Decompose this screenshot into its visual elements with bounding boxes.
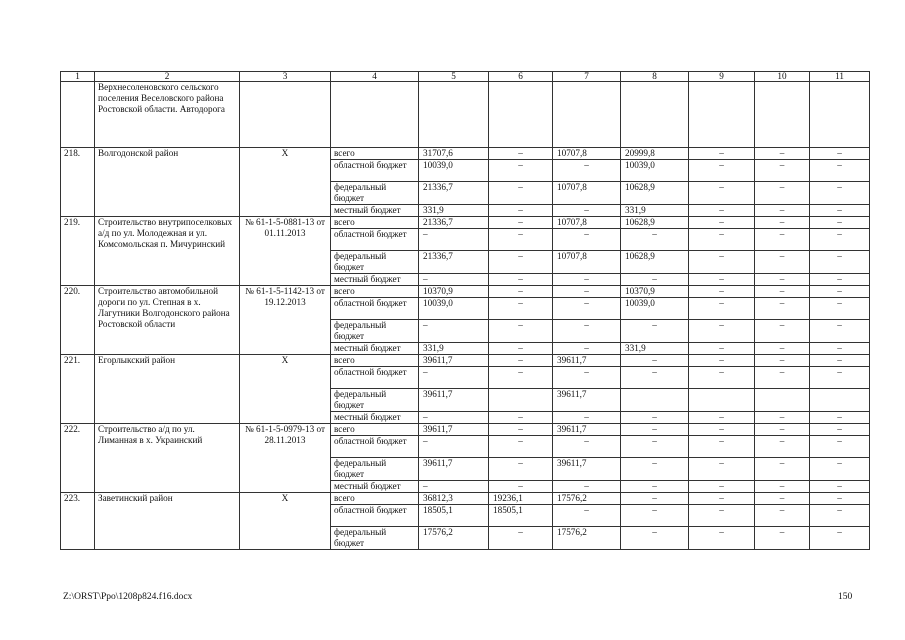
amount-cell: – [689,505,755,527]
funding-source: областной бюджет [331,367,419,389]
amount-cell: 331,9 [621,343,689,355]
funding-source: местный бюджет [331,343,419,355]
column-number-3: 3 [240,72,331,82]
item-number: 223. [61,493,95,550]
item-name: Строительство автомобильной дороги по ул. Степная в х. Лагутники Волгодонского района Ростовской области [95,286,240,355]
amount-cell: 20999,8 [621,148,689,160]
amount-cell: 10039,0 [621,160,689,182]
amount-cell: – [755,481,810,493]
amount-cell: – [553,274,621,286]
funding-source: федеральный бюджет [331,389,419,412]
amount-cell: – [810,205,870,217]
amount-cell [621,389,689,412]
amount-cell: – [419,229,489,251]
carry-over-empty [553,82,621,148]
amount-cell: – [689,343,755,355]
funding-source: всего [331,424,419,436]
amount-cell: – [755,424,810,436]
carry-over-empty [419,82,489,148]
amount-cell: – [755,217,810,229]
carry-over-empty [810,82,870,148]
amount-cell [489,389,553,412]
amount-cell: – [621,458,689,481]
amount-cell: – [689,160,755,182]
amount-cell: – [810,251,870,274]
amount-cell: – [553,286,621,298]
carry-over-empty [240,82,331,148]
amount-cell: – [755,148,810,160]
table-row [61,424,870,436]
amount-cell: – [755,320,810,343]
item-number: 221. [61,355,95,424]
funding-source: всего [331,355,419,367]
item-number: 220. [61,286,95,355]
carry-over-name: Верхнесоленовского сельского поселения Веселовского района Ростовской области. Автодорога [95,82,240,148]
amount-cell: – [621,412,689,424]
amount-cell: – [553,412,621,424]
amount-cell: – [553,436,621,458]
amount-cell: 39611,7 [553,389,621,412]
item-document: Х [240,148,331,217]
table-row [61,286,870,298]
amount-cell: – [621,274,689,286]
item-number: 218. [61,148,95,217]
funding-source: всего [331,148,419,160]
amount-cell: – [621,436,689,458]
amount-cell: – [810,182,870,205]
funding-source: местный бюджет [331,274,419,286]
amount-cell: 10370,9 [621,286,689,298]
carry-over-empty [331,82,419,148]
amount-cell: – [553,367,621,389]
amount-cell: – [755,251,810,274]
amount-cell: 39611,7 [419,424,489,436]
item-number: 219. [61,217,95,286]
funding-source: федеральный бюджет [331,320,419,343]
table-row [61,217,870,229]
amount-cell: – [810,355,870,367]
amount-cell: – [553,229,621,251]
item-name: Строительство внутрипоселковых а/д по ул. Молодежная и ул. Комсомольская п. Мичуринский [95,217,240,286]
amount-cell: – [689,298,755,320]
amount-cell: – [755,527,810,550]
amount-cell: 21336,7 [419,217,489,229]
amount-cell: – [489,148,553,160]
amount-cell: – [755,274,810,286]
amount-cell: – [689,182,755,205]
amount-cell: – [810,527,870,550]
amount-cell [810,389,870,412]
amount-cell: – [553,205,621,217]
item-number: 222. [61,424,95,493]
amount-cell: – [689,148,755,160]
amount-cell: 21336,7 [419,182,489,205]
amount-cell: – [419,412,489,424]
item-name: Строительство а/д по ул. Лиманная в х. Украинский [95,424,240,493]
funding-source: областной бюджет [331,298,419,320]
amount-cell: – [810,229,870,251]
funding-source: федеральный бюджет [331,251,419,274]
amount-cell: – [689,355,755,367]
amount-cell: 331,9 [419,343,489,355]
amount-cell: – [489,436,553,458]
amount-cell: – [689,205,755,217]
amount-cell: – [810,436,870,458]
funding-source: местный бюджет [331,412,419,424]
amount-cell [755,389,810,412]
column-number-8: 8 [621,72,689,82]
amount-cell: – [553,505,621,527]
item-document: № 61-1-5-1142-13 от 19.12.2013 [240,286,331,355]
amount-cell: 10628,9 [621,217,689,229]
amount-cell: – [689,274,755,286]
amount-cell: – [810,160,870,182]
item-document: № 61-1-5-0881-13 от 01.11.2013 [240,217,331,286]
amount-cell: – [553,481,621,493]
amount-cell: – [621,481,689,493]
amount-cell: – [755,343,810,355]
funding-source: областной бюджет [331,160,419,182]
amount-cell: – [489,298,553,320]
amount-cell: – [689,217,755,229]
carry-over-empty [755,82,810,148]
amount-cell: – [755,286,810,298]
amount-cell: 19236,1 [489,493,553,505]
amount-cell: – [553,320,621,343]
amount-cell: – [755,493,810,505]
amount-cell: – [810,298,870,320]
funding-source: местный бюджет [331,481,419,493]
amount-cell: – [689,412,755,424]
amount-cell: 21336,7 [419,251,489,274]
funding-source: областной бюджет [331,229,419,251]
amount-cell: – [755,160,810,182]
amount-cell: – [810,320,870,343]
amount-cell: 10707,8 [553,217,621,229]
column-number-10: 10 [755,72,810,82]
amount-cell: – [689,286,755,298]
amount-cell: 17576,2 [553,493,621,505]
amount-cell: – [419,436,489,458]
table-row [61,148,870,160]
funding-source: всего [331,286,419,298]
amount-cell: – [489,217,553,229]
amount-cell: – [419,274,489,286]
amount-cell: 10707,8 [553,182,621,205]
column-number-7: 7 [553,72,621,82]
amount-cell: – [621,320,689,343]
amount-cell: – [810,412,870,424]
funding-source: областной бюджет [331,505,419,527]
column-number-9: 9 [689,72,755,82]
column-number-5: 5 [419,72,489,82]
amount-cell: 10370,9 [419,286,489,298]
amount-cell: – [621,527,689,550]
amount-cell: – [689,458,755,481]
amount-cell: – [755,355,810,367]
carry-over-empty [489,82,553,148]
amount-cell: 10707,8 [553,148,621,160]
amount-cell: – [810,481,870,493]
footer-file-path: Z:\ORST\Ppo\1208p824.f16.docx [63,592,193,602]
amount-cell: 39611,7 [553,458,621,481]
amount-cell: – [810,458,870,481]
amount-cell: – [553,160,621,182]
amount-cell: 39611,7 [553,355,621,367]
carry-over-row [61,82,870,148]
amount-cell: 331,9 [419,205,489,217]
amount-cell: – [810,424,870,436]
amount-cell: – [755,458,810,481]
amount-cell: 10707,8 [553,251,621,274]
amount-cell: – [419,320,489,343]
amount-cell: – [621,505,689,527]
amount-cell: – [810,505,870,527]
amount-cell: – [810,148,870,160]
amount-cell: 331,9 [621,205,689,217]
amount-cell: – [810,367,870,389]
amount-cell: – [755,298,810,320]
amount-cell: – [689,251,755,274]
column-number-2: 2 [95,72,240,82]
amount-cell: – [489,355,553,367]
amount-cell: – [689,493,755,505]
amount-cell: – [489,320,553,343]
amount-cell: 10628,9 [621,182,689,205]
amount-cell: – [810,343,870,355]
amount-cell: – [755,505,810,527]
footer-page-number: 150 [838,592,853,602]
item-name: Волгодонской район [95,148,240,217]
amount-cell: – [489,274,553,286]
amount-cell: 39611,7 [553,424,621,436]
amount-cell: – [489,182,553,205]
amount-cell: 10039,0 [419,298,489,320]
carry-over-empty [689,82,755,148]
amount-cell: – [489,458,553,481]
funding-source: федеральный бюджет [331,182,419,205]
amount-cell: – [489,286,553,298]
amount-cell: – [489,424,553,436]
amount-cell: – [810,217,870,229]
amount-cell: – [489,412,553,424]
amount-cell: 39611,7 [419,355,489,367]
amount-cell: – [489,251,553,274]
amount-cell: – [621,367,689,389]
funding-source: федеральный бюджет [331,527,419,550]
amount-cell: 10039,0 [419,160,489,182]
amount-cell: – [755,436,810,458]
item-name: Заветинский район [95,493,240,550]
amount-cell: 17576,2 [553,527,621,550]
amount-cell [689,389,755,412]
amount-cell: – [755,182,810,205]
amount-cell: 31707,6 [419,148,489,160]
amount-cell: – [810,274,870,286]
funding-source: всего [331,493,419,505]
amount-cell: – [489,527,553,550]
carry-over-empty [621,82,689,148]
funding-source: областной бюджет [331,436,419,458]
item-name: Егорлыкский район [95,355,240,424]
amount-cell: – [810,493,870,505]
amount-cell: – [810,286,870,298]
amount-cell: – [621,493,689,505]
item-document: № 61-1-5-0979-13 от 28.11.2013 [240,424,331,493]
amount-cell: – [621,424,689,436]
amount-cell: – [489,160,553,182]
column-number-11: 11 [810,72,870,82]
amount-cell: 39611,7 [419,458,489,481]
amount-cell: – [689,424,755,436]
funding-source: всего [331,217,419,229]
item-document: Х [240,493,331,550]
amount-cell: – [553,298,621,320]
carry-over-num [61,82,95,148]
item-document: Х [240,355,331,424]
amount-cell: – [489,229,553,251]
column-number-6: 6 [489,72,553,82]
amount-cell: – [689,367,755,389]
column-number-1: 1 [61,72,95,82]
amount-cell: 18505,1 [419,505,489,527]
amount-cell: 36812,3 [419,493,489,505]
amount-cell: – [489,343,553,355]
amount-cell: 10628,9 [621,251,689,274]
table-row [61,493,870,505]
funding-source: местный бюджет [331,205,419,217]
column-number-4: 4 [331,72,419,82]
amount-cell: – [489,205,553,217]
amount-cell: 18505,1 [489,505,553,527]
funding-source: федеральный бюджет [331,458,419,481]
amount-cell: – [689,229,755,251]
amount-cell: – [755,229,810,251]
amount-cell: 39611,7 [419,389,489,412]
amount-cell: – [489,367,553,389]
amount-cell: – [489,481,553,493]
amount-cell: – [689,320,755,343]
amount-cell: – [621,355,689,367]
budget-table [60,71,870,550]
amount-cell: – [419,367,489,389]
amount-cell: – [755,205,810,217]
amount-cell: – [621,229,689,251]
amount-cell: 10039,0 [621,298,689,320]
amount-cell: – [755,412,810,424]
amount-cell: – [689,481,755,493]
amount-cell: – [553,343,621,355]
amount-cell: – [689,527,755,550]
amount-cell: – [755,367,810,389]
amount-cell: 17576,2 [419,527,489,550]
column-number-row [61,72,870,82]
amount-cell: – [689,436,755,458]
table-row [61,355,870,367]
budget-table-sheet [60,71,844,550]
amount-cell: – [419,481,489,493]
